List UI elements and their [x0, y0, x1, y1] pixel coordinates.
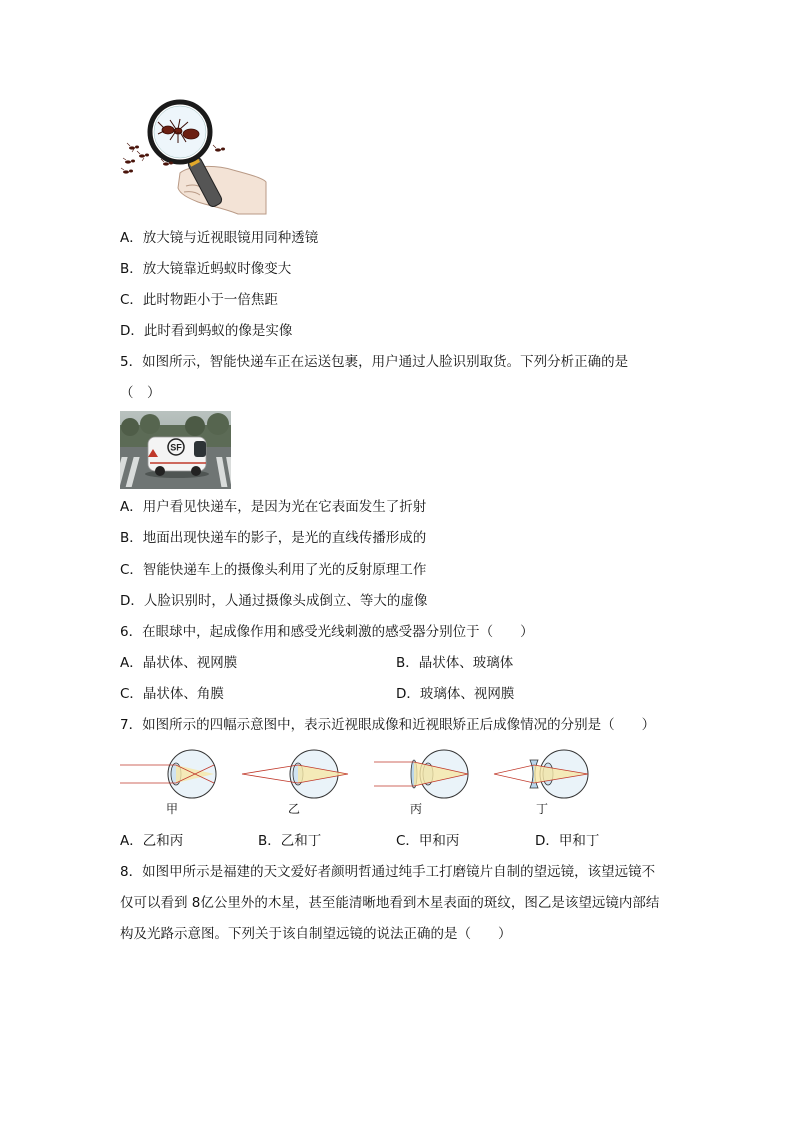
q5-option-d: D．人脸识别时，人通过摄像头成倒立、等大的虚像 — [120, 593, 428, 609]
q5-option-c: C．智能快递车上的摄像头利用了光的反射原理工作 — [120, 562, 427, 578]
eye-diagrams — [118, 748, 598, 804]
q7-option-c: C．甲和丙 — [396, 833, 460, 849]
q8-line-1: 8．如图甲所示是福建的天文爱好者颜明哲通过纯手工打磨镜片自制的望远镜，该望远镜不 — [120, 864, 656, 880]
q4-option-c: C．此时物距小于一倍焦距 — [120, 292, 278, 308]
eye-diagram-jia — [120, 750, 216, 798]
q4-option-d: D．此时看到蚂蚁的像是实像 — [120, 323, 293, 339]
eye-caption-yi: 乙 — [288, 802, 301, 816]
q5-option-b: B．地面出现快递车的影子，是光的直线传播形成的 — [120, 530, 427, 546]
eye-diagram-ding — [494, 750, 588, 798]
q6-option-a: A．晶状体、视网膜 — [120, 655, 238, 671]
q5-paren: （ ） — [120, 385, 161, 401]
q5-option-a: A．用户看见快递车，是因为光在它表面发生了折射 — [120, 499, 427, 515]
q5-stem: 5．如图所示，智能快递车正在运送包裹，用户通过人脸识别取货。下列分析正确的是 — [120, 354, 629, 370]
q8-line-2: 仅可以看到 8亿公里外的木星，甚至能清晰地看到木星表面的斑纹，图乙是该望远镜内部结 — [120, 895, 660, 911]
q6-stem: 6．在眼球中，起成像作用和感受光线刺激的感受器分别位于（ ） — [120, 624, 534, 640]
q7-option-a: A．乙和丙 — [120, 833, 184, 849]
q7-option-d: D．甲和丁 — [535, 833, 600, 849]
q6-option-b: B．晶状体、玻璃体 — [396, 655, 514, 671]
eye-caption-ding: 丁 — [536, 802, 549, 816]
q4-option-a: A．放大镜与近视眼镜用同种透镜 — [120, 230, 319, 246]
eye-caption-jia: 甲 — [166, 802, 179, 816]
q6-option-c: C．晶状体、角膜 — [120, 686, 224, 702]
q8-line-3: 构及光路示意图。下列关于该自制望远镜的说法正确的是（ ） — [120, 926, 512, 942]
q7-option-b: B．乙和丁 — [258, 833, 322, 849]
delivery-van-photo — [120, 411, 231, 489]
q6-option-d: D．玻璃体、视网膜 — [396, 686, 515, 702]
eye-diagram-yi — [242, 750, 348, 798]
eye-caption-bing: 丙 — [410, 802, 423, 816]
q4-option-b: B．放大镜靠近蚂蚁时像变大 — [120, 261, 292, 277]
q7-stem: 7．如图所示的四幅示意图中，表示近视眼成像和近视眼矫正后成像情况的分别是（ ） — [120, 717, 656, 733]
van-logo-text: SF — [170, 442, 182, 453]
magnifier-ant-figure — [118, 98, 268, 216]
eye-diagram-bing — [374, 750, 468, 798]
